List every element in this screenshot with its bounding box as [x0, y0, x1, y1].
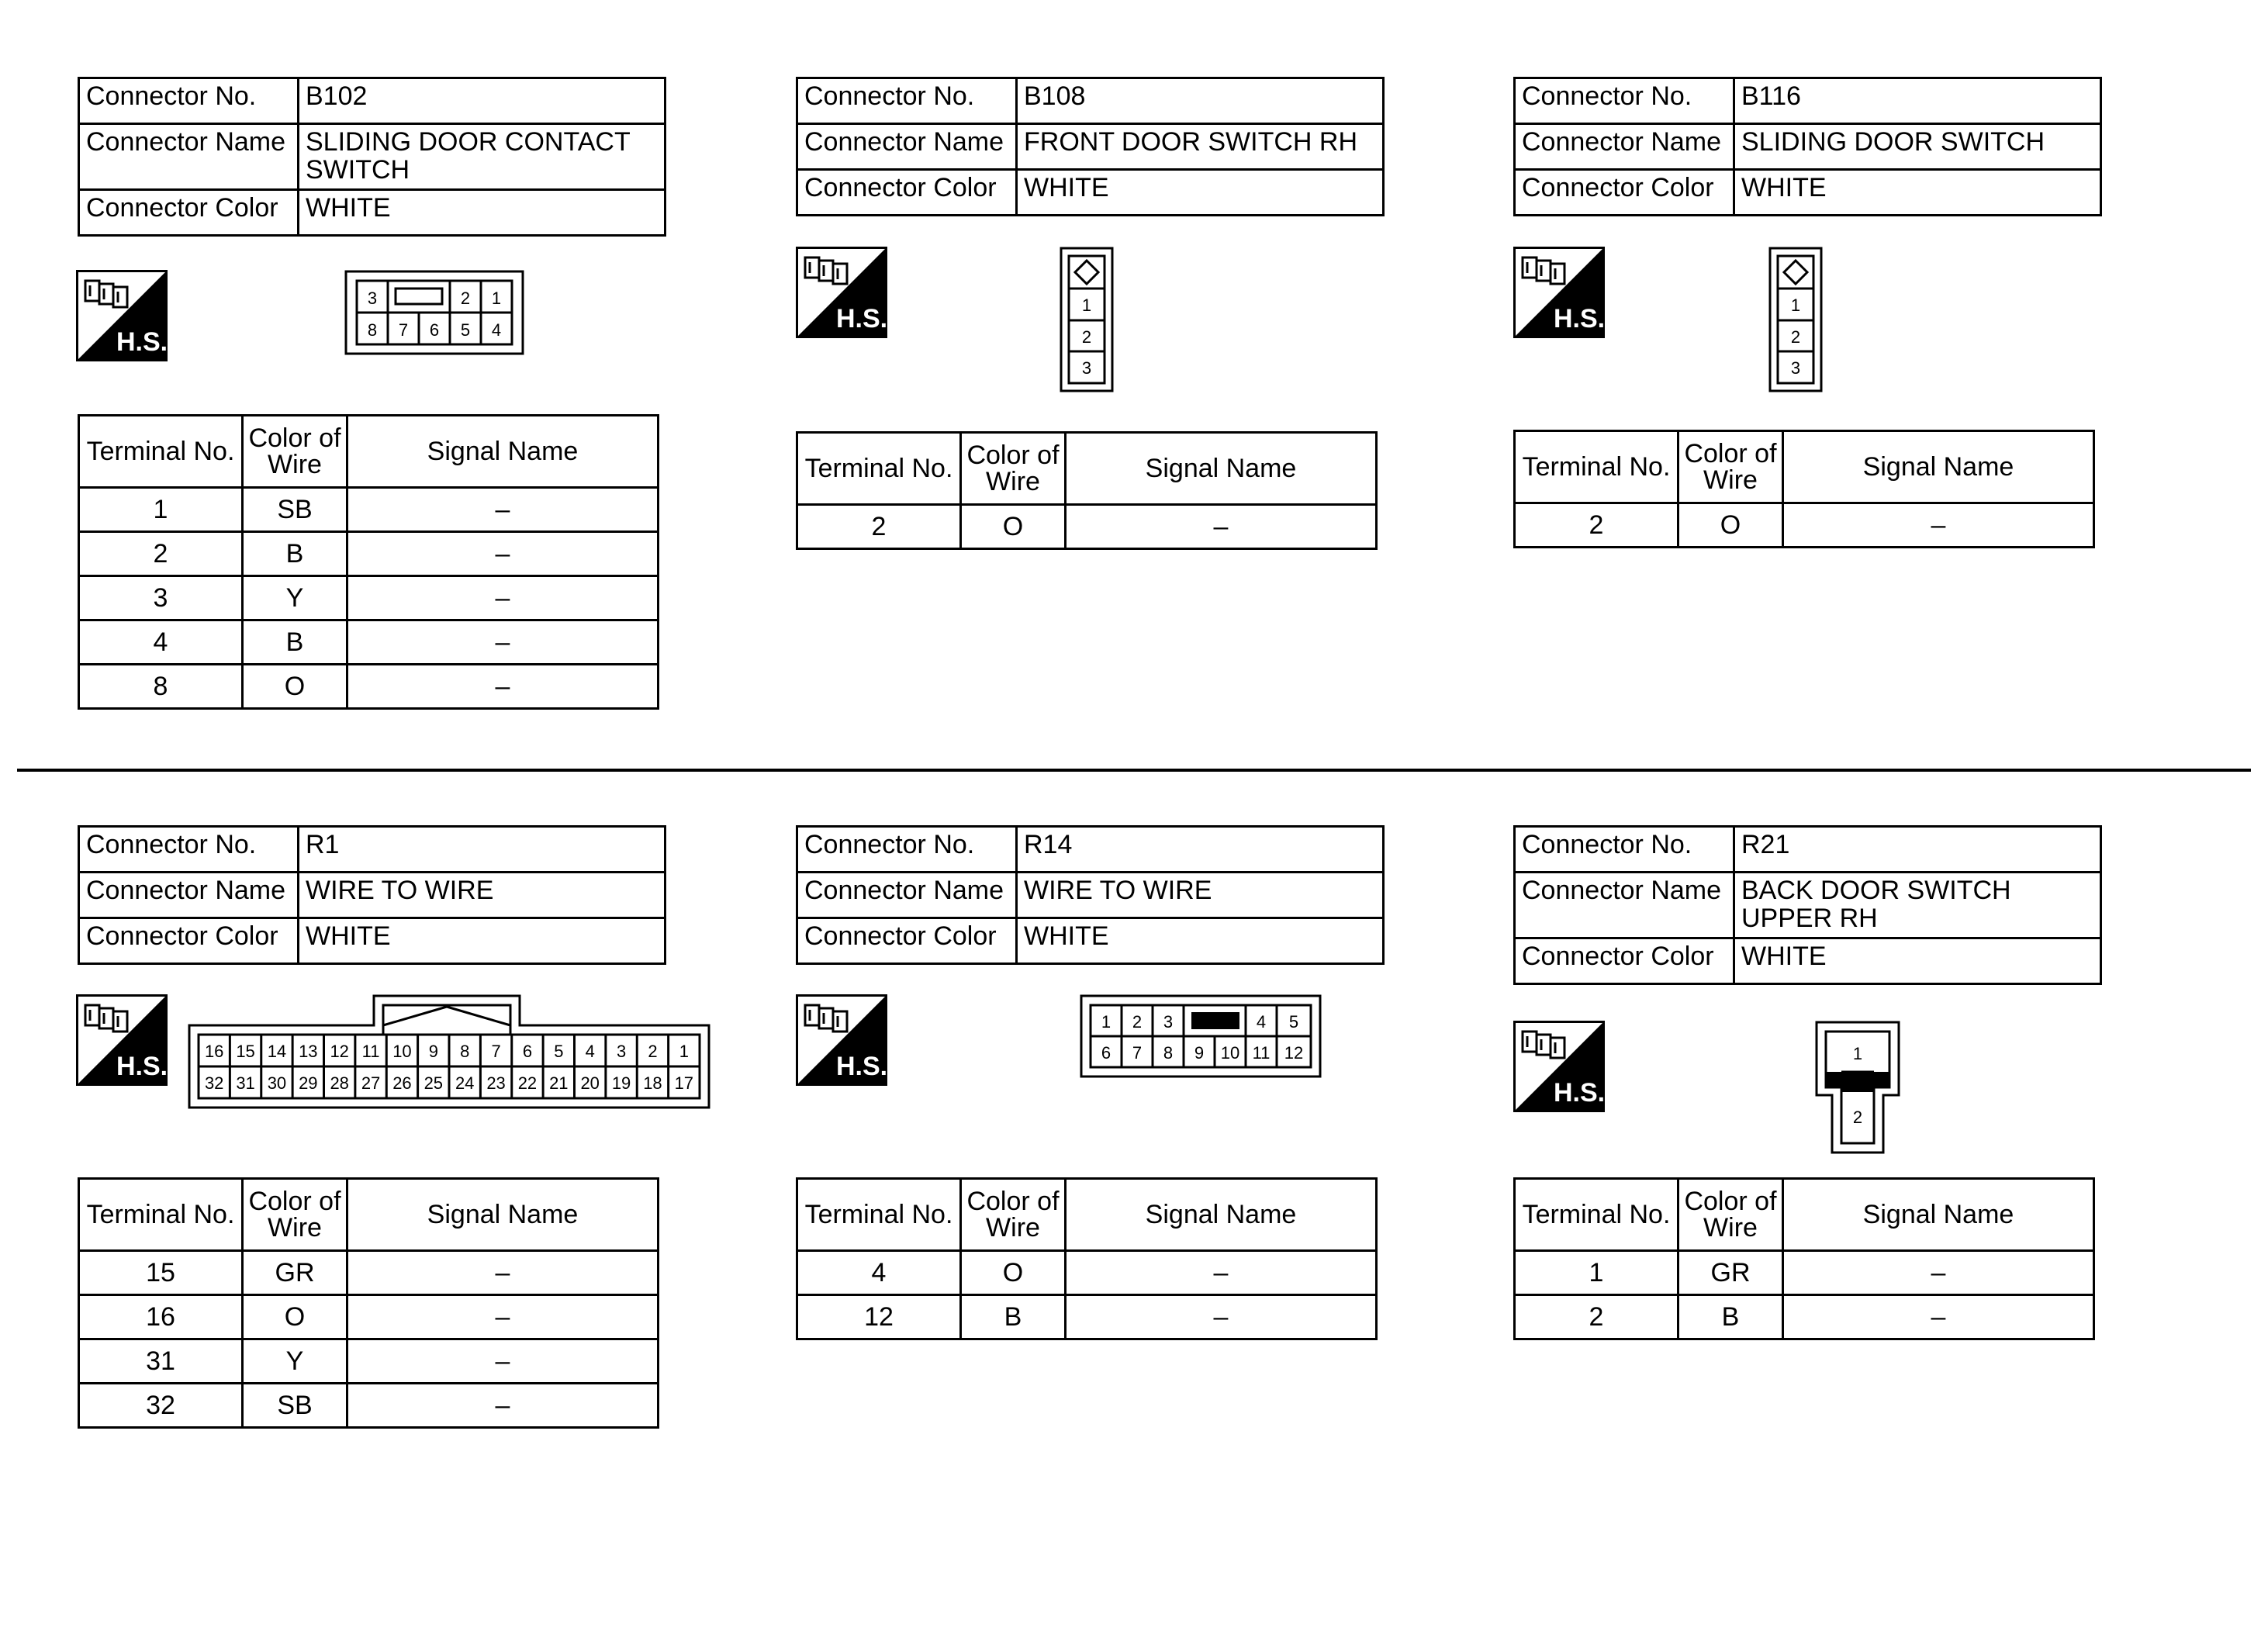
- wire-color: B: [961, 1295, 1066, 1339]
- terminal-no: 1: [79, 488, 243, 532]
- wire-color: Y: [243, 1339, 347, 1384]
- label-connector-name: Connector Name: [797, 873, 1017, 918]
- pin-label: 7: [398, 320, 409, 340]
- label-connector-name: Connector Name: [1515, 873, 1734, 938]
- terminal-no: 12: [797, 1295, 961, 1339]
- pin-label: 22: [517, 1073, 538, 1093]
- connector-no-value: R21: [1734, 827, 2101, 873]
- keyway-block: [1191, 1012, 1239, 1029]
- pin-label: 20: [580, 1073, 600, 1093]
- table-row: [79, 576, 659, 620]
- label-connector-name: Connector Name: [79, 124, 299, 190]
- wire-color: O: [1678, 503, 1783, 548]
- terminal-table: [1513, 1177, 2095, 1340]
- connector-color-value: WHITE: [1734, 938, 2101, 984]
- connector-face-r14: [1080, 994, 1322, 1078]
- signal-name: –: [1783, 1295, 2094, 1339]
- terminal-no: 8: [79, 665, 243, 709]
- label-connector-name: Connector Name: [797, 124, 1017, 170]
- pin-label: 19: [611, 1073, 631, 1093]
- terminal-no: 4: [797, 1251, 961, 1295]
- pin-label: 11: [1252, 1043, 1271, 1063]
- header-color-of-wire: Color of Wire: [243, 416, 347, 488]
- harness-side-icon: [796, 247, 887, 338]
- pin-label: 16: [204, 1042, 224, 1061]
- harness-side-icon: [76, 270, 168, 361]
- hs-label: H.S.: [1554, 1078, 1605, 1108]
- hs-label: H.S.: [1554, 304, 1605, 334]
- connector-color-value: WHITE: [299, 918, 666, 964]
- table-row: [797, 1295, 1377, 1339]
- connector-no-value: B108: [1017, 78, 1384, 124]
- header-terminal-no: Terminal No.: [797, 433, 961, 505]
- connector-no-value: B102: [299, 78, 666, 124]
- signal-name: –: [347, 488, 659, 532]
- table-row: [1515, 1251, 2094, 1295]
- pin-label: 27: [361, 1073, 381, 1093]
- pin-label: 5: [1288, 1012, 1299, 1032]
- pin-label: 7: [491, 1042, 501, 1061]
- signal-name: –: [1783, 1251, 2094, 1295]
- pin-label: 30: [267, 1073, 287, 1093]
- pin-label: 3: [1163, 1012, 1174, 1032]
- pin-label: 1: [1790, 295, 1801, 315]
- pin-label: 6: [429, 320, 440, 340]
- terminal-panel-r21: [1513, 1177, 2095, 1340]
- pin-label: 18: [643, 1073, 662, 1093]
- label-connector-name: Connector Name: [79, 873, 299, 918]
- connector-info-table: [796, 825, 1385, 965]
- connector-color-value: WHITE: [1017, 918, 1384, 964]
- pin-label: 26: [392, 1073, 412, 1093]
- connector-info-table: [1513, 77, 2102, 216]
- signal-name: –: [1066, 1251, 1377, 1295]
- signal-name: –: [347, 1384, 659, 1428]
- table-row: [79, 532, 659, 576]
- terminal-panel-r1: [78, 1177, 659, 1429]
- wire-color: B: [243, 620, 347, 665]
- terminal-table: [1513, 430, 2095, 548]
- pin-label: 28: [330, 1073, 349, 1093]
- terminal-no: 16: [79, 1295, 243, 1339]
- header-color-of-wire: Color of Wire: [961, 1179, 1066, 1251]
- pin-label: 8: [367, 320, 378, 340]
- signal-name: –: [1066, 505, 1377, 549]
- pin-label: 2: [648, 1042, 658, 1061]
- table-row: [79, 1295, 659, 1339]
- table-row: [79, 1339, 659, 1384]
- signal-name: –: [347, 1295, 659, 1339]
- signal-name: –: [1783, 503, 2094, 548]
- terminal-panel-b116: [1513, 430, 2095, 548]
- pin-label: 10: [392, 1042, 412, 1061]
- pin-label: 2: [1132, 1012, 1143, 1032]
- pin-label: 21: [549, 1073, 569, 1093]
- connector-no-value: B116: [1734, 78, 2101, 124]
- connector-panel-b102: [78, 77, 666, 237]
- signal-name: –: [347, 576, 659, 620]
- pin-label: 1: [491, 289, 502, 308]
- label-connector-no: Connector No.: [797, 827, 1017, 873]
- pin-label: 6: [1101, 1043, 1111, 1063]
- wire-color: O: [961, 1251, 1066, 1295]
- pin-label: 10: [1220, 1043, 1240, 1063]
- pin-label: 1: [679, 1042, 689, 1061]
- wire-color: O: [961, 505, 1066, 549]
- label-connector-color: Connector Color: [79, 190, 299, 236]
- pin-label: 4: [585, 1042, 595, 1061]
- label-connector-color: Connector Color: [1515, 170, 1734, 216]
- terminal-no: 2: [797, 505, 961, 549]
- connector-panel-r21: [1513, 825, 2102, 985]
- pin-label: 3: [1790, 358, 1801, 378]
- signal-name: –: [1066, 1295, 1377, 1339]
- connector-name-value: BACK DOOR SWITCH UPPER RH: [1734, 873, 2101, 938]
- table-row: [79, 1251, 659, 1295]
- pin-label: 4: [1256, 1012, 1267, 1032]
- signal-name: –: [347, 1339, 659, 1384]
- pin-label: 7: [1132, 1043, 1143, 1063]
- terminal-no: 3: [79, 576, 243, 620]
- terminal-no: 32: [79, 1384, 243, 1428]
- hs-label: H.S.: [116, 327, 168, 357]
- connector-face-r21: [1815, 1021, 1900, 1154]
- terminal-no: 1: [1515, 1251, 1678, 1295]
- connector-info-table: [78, 825, 666, 965]
- header-terminal-no: Terminal No.: [1515, 1179, 1678, 1251]
- harness-side-icon: [796, 994, 887, 1086]
- connector-color-value: WHITE: [299, 190, 666, 236]
- terminal-no: 2: [1515, 503, 1678, 548]
- terminal-no: 2: [1515, 1295, 1678, 1339]
- header-terminal-no: Terminal No.: [79, 1179, 243, 1251]
- label-connector-no: Connector No.: [1515, 78, 1734, 124]
- table-row: [79, 665, 659, 709]
- pin-label: 1: [1852, 1044, 1863, 1063]
- pin-label: 1: [1081, 295, 1092, 315]
- terminal-no: 31: [79, 1339, 243, 1384]
- terminal-table: [78, 1177, 659, 1429]
- pin-label: 24: [455, 1073, 475, 1093]
- terminal-panel-r14: [796, 1177, 1378, 1340]
- pin-label: 23: [486, 1073, 506, 1093]
- signal-name: –: [347, 1251, 659, 1295]
- wire-color: SB: [243, 488, 347, 532]
- harness-side-icon: [76, 994, 168, 1086]
- header-terminal-no: Terminal No.: [797, 1179, 961, 1251]
- connector-panel-b116: [1513, 77, 2102, 216]
- pin-label: 13: [299, 1042, 318, 1061]
- connector-color-value: WHITE: [1734, 170, 2101, 216]
- hs-label: H.S.: [836, 1052, 887, 1081]
- terminal-panel-b108: [796, 431, 1378, 550]
- connector-name-value: SLIDING DOOR CONTACT SWITCH: [299, 124, 666, 190]
- pin-label: 8: [460, 1042, 470, 1061]
- table-row: [797, 1251, 1377, 1295]
- header-signal-name: Signal Name: [347, 1179, 659, 1251]
- table-row: [1515, 1295, 2094, 1339]
- pin-label: 12: [1284, 1043, 1304, 1063]
- pin-label: 29: [299, 1073, 318, 1093]
- table-row: [79, 488, 659, 532]
- terminal-table: [78, 414, 659, 710]
- connector-panel-b108: [796, 77, 1385, 216]
- terminal-panel-b102: [78, 414, 659, 710]
- header-signal-name: Signal Name: [1066, 433, 1377, 505]
- table-row: [797, 505, 1377, 549]
- pin-label: 3: [367, 289, 378, 308]
- header-terminal-no: Terminal No.: [79, 416, 243, 488]
- pin-label: 2: [1081, 327, 1092, 347]
- hs-label: H.S.: [836, 304, 887, 334]
- terminal-no: 15: [79, 1251, 243, 1295]
- connector-face-b108: [1060, 247, 1114, 392]
- signal-name: –: [347, 665, 659, 709]
- pin-label: 1: [1101, 1012, 1111, 1032]
- connector-no-value: R1: [299, 827, 666, 873]
- pin-label: 12: [330, 1042, 349, 1061]
- connector-panel-r1: [78, 825, 666, 965]
- label-connector-no: Connector No.: [1515, 827, 1734, 873]
- connector-face-b116: [1768, 247, 1823, 392]
- label-connector-color: Connector Color: [797, 170, 1017, 216]
- header-signal-name: Signal Name: [1066, 1179, 1377, 1251]
- label-connector-color: Connector Color: [1515, 938, 1734, 984]
- pin-label: 2: [1790, 327, 1801, 347]
- section-divider: [17, 769, 2251, 772]
- header-signal-name: Signal Name: [1783, 431, 2094, 503]
- pin-label: 32: [204, 1073, 224, 1093]
- connector-name-value: WIRE TO WIRE: [299, 873, 666, 918]
- connector-info-table: [78, 77, 666, 237]
- header-color-of-wire: Color of Wire: [243, 1179, 347, 1251]
- label-connector-no: Connector No.: [797, 78, 1017, 124]
- header-signal-name: Signal Name: [347, 416, 659, 488]
- label-connector-no: Connector No.: [79, 78, 299, 124]
- label-connector-no: Connector No.: [79, 827, 299, 873]
- pin-label: 15: [236, 1042, 255, 1061]
- pin-label: 17: [674, 1073, 694, 1093]
- connector-no-value: R14: [1017, 827, 1384, 873]
- terminal-no: 2: [79, 532, 243, 576]
- header-color-of-wire: Color of Wire: [961, 433, 1066, 505]
- signal-name: –: [347, 532, 659, 576]
- terminal-table: [796, 431, 1378, 550]
- pin-label: 3: [1081, 358, 1092, 378]
- label-connector-name: Connector Name: [1515, 124, 1734, 170]
- header-signal-name: Signal Name: [1783, 1179, 2094, 1251]
- pin-label: 11: [361, 1042, 380, 1061]
- harness-side-icon: [1513, 247, 1605, 338]
- connector-name-value: WIRE TO WIRE: [1017, 873, 1384, 918]
- pin-label: 3: [616, 1042, 627, 1061]
- pin-label: 25: [424, 1073, 444, 1093]
- header-color-of-wire: Color of Wire: [1678, 1179, 1783, 1251]
- terminal-no: 4: [79, 620, 243, 665]
- pin-label: 8: [1163, 1043, 1174, 1063]
- harness-side-icon: [1513, 1021, 1605, 1112]
- pin-label: 6: [522, 1042, 533, 1061]
- wire-color: O: [243, 665, 347, 709]
- label-connector-color: Connector Color: [797, 918, 1017, 964]
- label-connector-color: Connector Color: [79, 918, 299, 964]
- signal-name: –: [347, 620, 659, 665]
- connector-panel-r14: [796, 825, 1385, 965]
- header-terminal-no: Terminal No.: [1515, 431, 1678, 503]
- wire-color: SB: [243, 1384, 347, 1428]
- connector-face-b102: [344, 270, 524, 355]
- connector-name-value: SLIDING DOOR SWITCH: [1734, 124, 2101, 170]
- terminal-table: [796, 1177, 1378, 1340]
- connector-face-r1: [188, 994, 710, 1109]
- pin-label: 5: [554, 1042, 564, 1061]
- pin-label: 9: [1194, 1043, 1205, 1063]
- hs-label: H.S.: [116, 1052, 168, 1081]
- pin-label: 5: [460, 320, 471, 340]
- pin-label: 2: [1852, 1108, 1863, 1127]
- pin-label: 31: [236, 1073, 255, 1093]
- pin-label: 4: [491, 320, 502, 340]
- table-row: [79, 1384, 659, 1428]
- table-row: [79, 620, 659, 665]
- connector-name-value: FRONT DOOR SWITCH RH: [1017, 124, 1384, 170]
- wire-color: B: [243, 532, 347, 576]
- pin-label: 2: [460, 289, 471, 308]
- table-row: [1515, 503, 2094, 548]
- pin-label: 14: [267, 1042, 287, 1061]
- connector-info-table: [1513, 825, 2102, 985]
- connector-info-table: [796, 77, 1385, 216]
- wire-color: GR: [1678, 1251, 1783, 1295]
- wire-color: B: [1678, 1295, 1783, 1339]
- pin-label: 9: [428, 1042, 438, 1061]
- header-color-of-wire: Color of Wire: [1678, 431, 1783, 503]
- wire-color: GR: [243, 1251, 347, 1295]
- wire-color: O: [243, 1295, 347, 1339]
- wire-color: Y: [243, 576, 347, 620]
- connector-color-value: WHITE: [1017, 170, 1384, 216]
